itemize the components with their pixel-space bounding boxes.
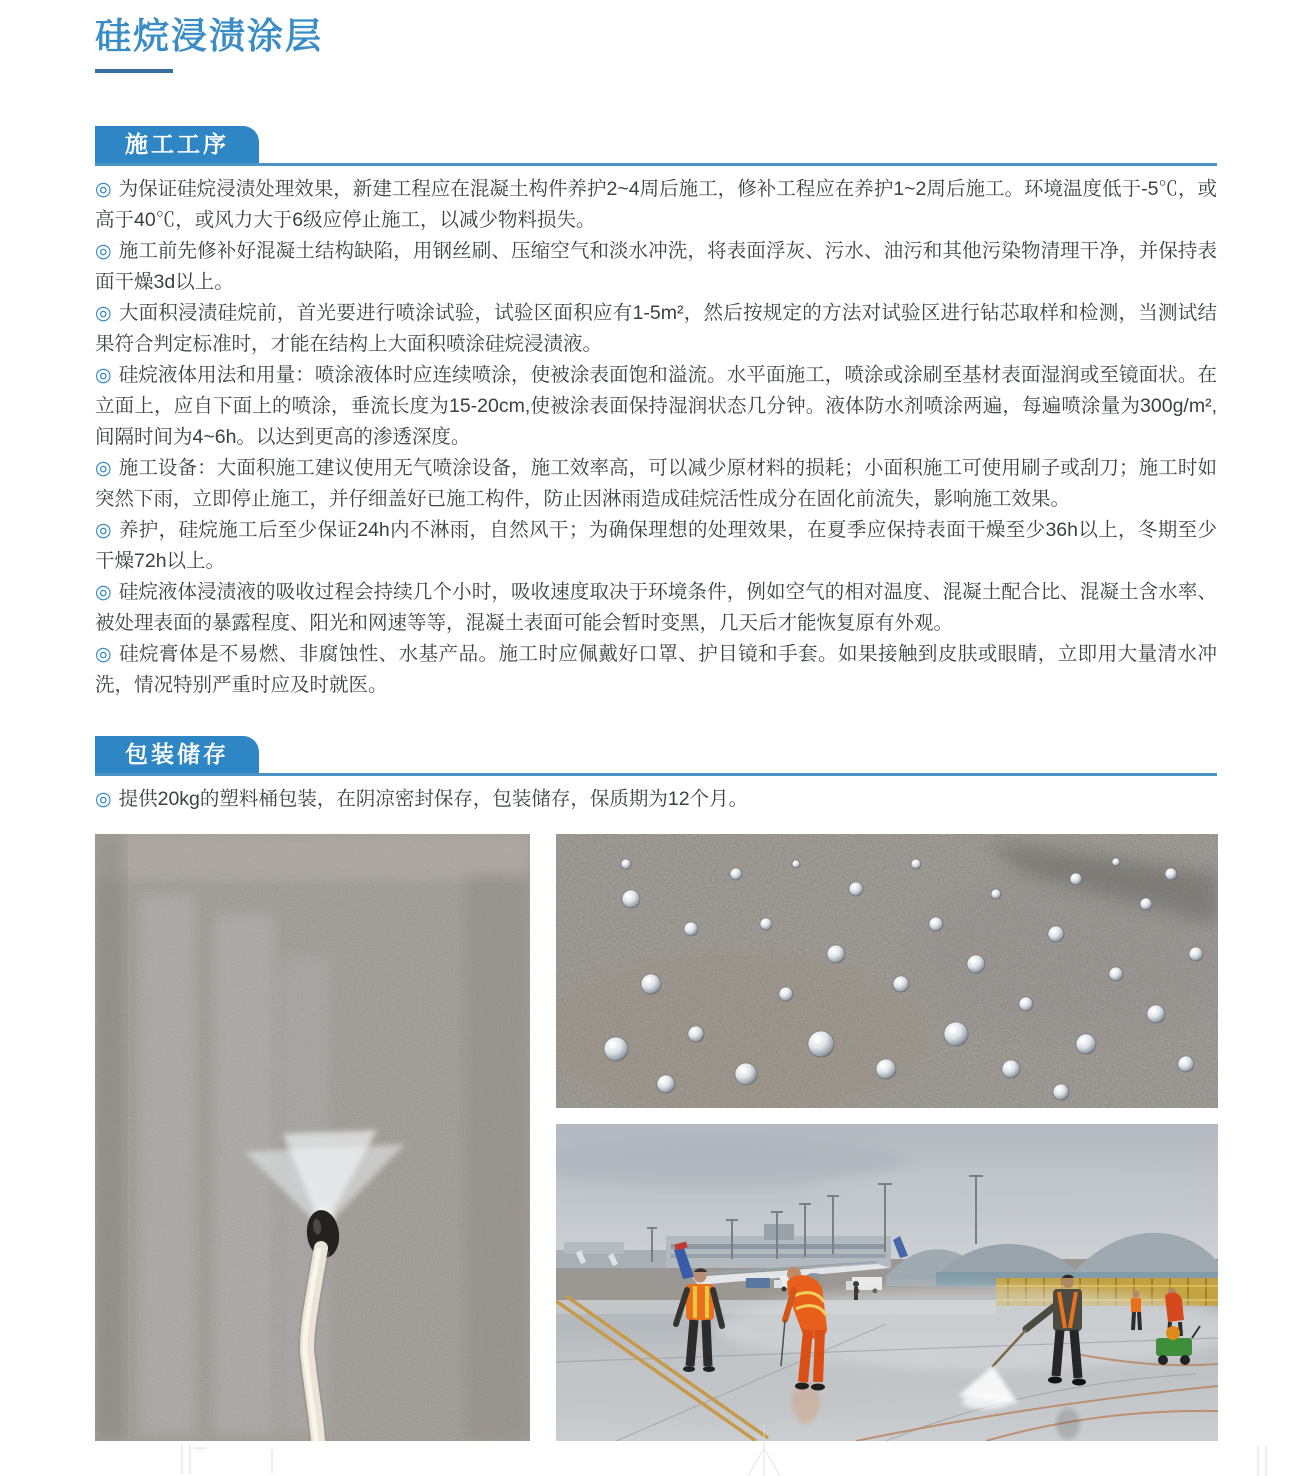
spray-wall-illustration <box>95 834 530 1441</box>
bullet-icon: ◎ <box>95 179 112 201</box>
section-header-rule <box>95 126 1217 166</box>
photo-airport-apron-spraying <box>556 1124 1218 1441</box>
bullet-icon: ◎ <box>95 644 113 666</box>
content-section <box>0 126 1290 701</box>
photo-hydrophobic-surface <box>556 834 1218 1108</box>
bullet-icon: ◎ <box>95 241 112 263</box>
faint-bottom-mark-branch <box>736 1424 796 1476</box>
bullet-text: 为保证硅烷浸渍处理效果，新建工程应在混凝土构件养护2~4周后施工，修补工程应在养护1~2周后施工。环境温度低于-5℃，或高于40℃，或风力大于6级应停止施工，以减少物料损失。 <box>95 178 1217 232</box>
page-title: 硅烷浸渍涂层 <box>95 15 324 56</box>
bullet-paragraph <box>95 784 1217 815</box>
bullet-text: 施工前先修补好混凝土结构缺陷，用钢丝刷、压缩空气和淡水冲洗，将表面浮灰、污水、油污和其他污染物清理干净，并保持表面干燥3d以上。 <box>95 240 1217 294</box>
bullet-paragraph <box>95 360 1217 453</box>
faint-bottom-marks-left <box>176 1444 286 1474</box>
water-beads-illustration <box>556 834 1218 1108</box>
bullet-text: 硅烷膏体是不易燃、非腐蚀性、水基产品。施工时应佩戴好口罩、护目镜和手套。如果接触到皮肤或眼睛，立即用大量清水冲洗，情况特别严重时应及时就医。 <box>95 643 1217 697</box>
bullet-icon: ◎ <box>95 520 112 542</box>
sections-container <box>0 126 1290 815</box>
bullet-paragraph <box>95 298 1217 360</box>
content-section <box>0 736 1290 815</box>
bullet-text: 施工设备：大面积施工建议使用无气喷涂设备，施工效率高，可以减少原材料的损耗；小面积施工可使用刷子或刮刀；施工时如突然下雨，立即停止施工，并仔细盖好已施工构件，防止因淋雨造成硅烷活性成分在固化前流失，影响施工效果。 <box>95 457 1217 511</box>
bullet-list <box>95 174 1217 701</box>
bullet-icon: ◎ <box>95 365 112 387</box>
bullet-text: 硅烷液体用法和用量：喷涂液体时应连续喷涂，使被涂表面饱和溢流。水平面施工，喷涂或涂刷至基材表面湿润或至镜面状。在立面上，应自下面上的喷涂，垂流长度为15-20cm,使被涂表面保持湿润状态几分钟。液体防水剂喷涂两遍，每遍喷涂量为300g/m²,间隔时间为4~6h。以达到更高的渗透深度。 <box>95 364 1217 449</box>
faint-bottom-mark-right <box>1252 1446 1276 1476</box>
bullet-list <box>95 784 1217 815</box>
bullet-icon: ◎ <box>95 303 112 325</box>
right-photo-column <box>556 834 1218 1441</box>
bullet-paragraph <box>95 577 1217 639</box>
bullet-text: 提供20kg的塑料桶包装，在阴凉密封保存，包装储存，保质期为12个月。 <box>118 788 749 811</box>
bullet-paragraph <box>95 236 1217 298</box>
bullet-text: 养护，硅烷施工后至少保证24h内不淋雨，自然风干；为确保理想的处理效果，在夏季应保持表面干燥至少36h以上，冬期至少干燥72h以上。 <box>95 519 1217 573</box>
bullet-paragraph <box>95 639 1217 701</box>
bullet-text: 硅烷液体浸渍液的吸收过程会持续几个小时，吸收速度取决于环境条件，例如空气的相对温度、混凝土配合比、混凝土含水率、被处理表面的暴露程度、阳光和网速等等，混凝土表面可能会暂时变黑，几天后才能恢复原有外观。 <box>95 581 1217 635</box>
bullet-paragraph <box>95 453 1217 515</box>
bullet-paragraph <box>95 515 1217 577</box>
bullet-icon: ◎ <box>95 789 112 811</box>
bullet-paragraph <box>95 174 1217 236</box>
section-heading-badge: 施工工序 <box>95 126 259 163</box>
bullet-icon: ◎ <box>95 458 112 480</box>
bullet-text: 大面积浸渍硅烷前，首光要进行喷涂试验，试验区面积应有1-5m²，然后按规定的方法对试验区进行钻芯取样和检测，当测试结果符合判定标准时，才能在结构上大面积喷涂硅烷浸渍液。 <box>95 302 1217 356</box>
section-heading-badge: 包装储存 <box>95 736 259 773</box>
bullet-icon: ◎ <box>95 582 112 604</box>
title-underline <box>95 69 173 73</box>
section-header-rule <box>95 736 1217 776</box>
photo-spray-application <box>95 834 530 1441</box>
airport-scene-illustration <box>556 1124 1218 1441</box>
photo-grid <box>95 834 1218 1441</box>
